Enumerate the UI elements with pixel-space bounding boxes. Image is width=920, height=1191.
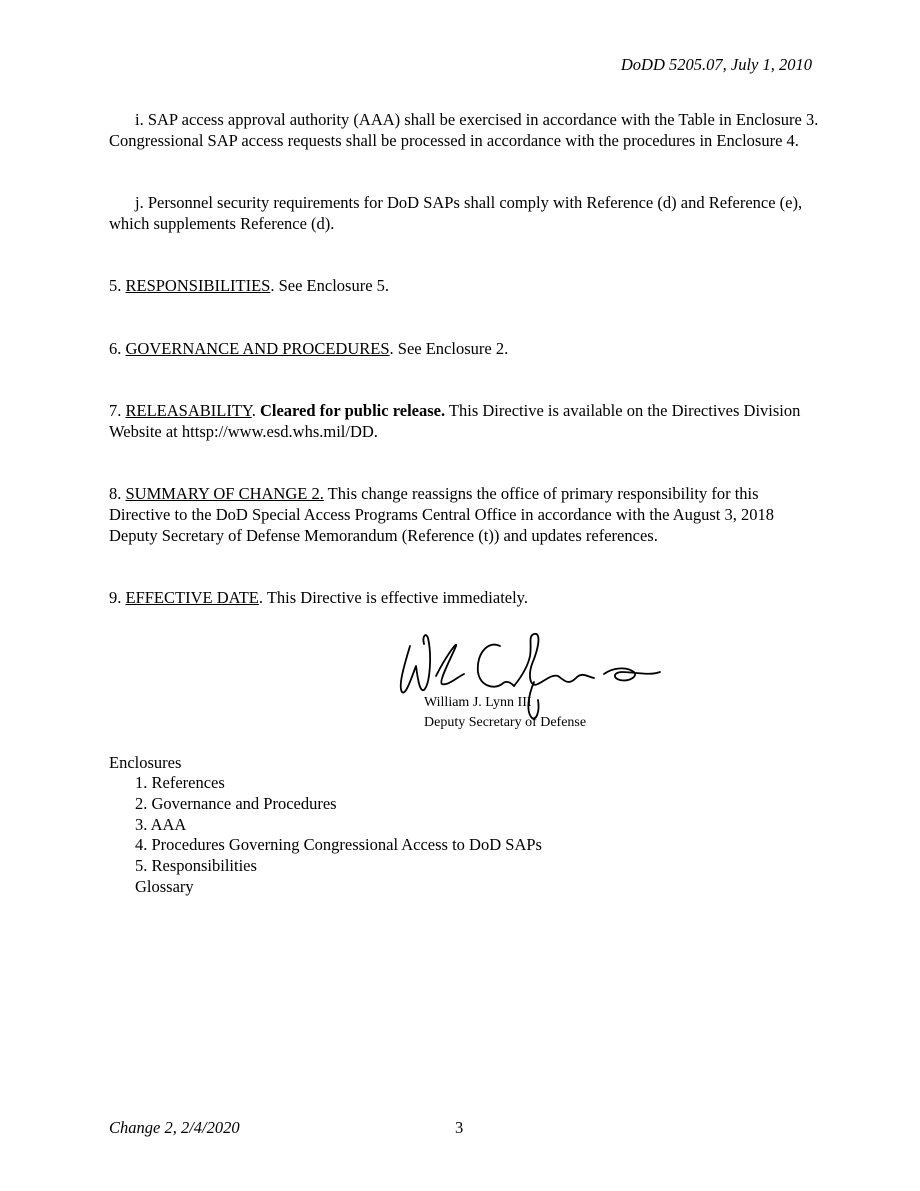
enclosure-item: 1. References	[135, 773, 225, 792]
section-8	[109, 483, 824, 546]
document-id-header: DoDD 5205.07, July 1, 2010	[620, 55, 812, 74]
section-9-text: . This Directive is effective immediately.	[258, 588, 528, 607]
section-5-text: . See Enclosure 5.	[270, 276, 390, 295]
enclosure-item: 2. Governance and Procedures	[135, 793, 337, 813]
section-7-release-statement: Cleared for public release.	[259, 401, 446, 420]
enclosure-item: Glossary	[135, 876, 194, 896]
section-9-number: 9.	[109, 588, 126, 607]
section-6	[109, 338, 824, 359]
signer-name: William J. Lynn III	[424, 695, 532, 710]
paragraph-i: i. SAP access approval authority (AAA) shall be exercised in accordance with the Table in Enclosure 3. Congressional SAP access requests shall be processed in accordance with the procedures in Enclosure 4.	[109, 110, 819, 150]
section-8-number: 8.	[109, 484, 126, 503]
signature-stroke-flourish	[604, 668, 660, 680]
section-6-number: 6.	[109, 339, 126, 358]
footer-change-note: Change 2, 2/4/2020	[109, 1118, 240, 1137]
section-9	[109, 587, 824, 608]
section-5-heading: RESPONSIBILITIES	[125, 276, 271, 295]
section-6-text: . See Enclosure 2.	[389, 339, 509, 358]
enclosure-item: 3. AAA	[135, 814, 187, 834]
enclosures-list	[135, 773, 542, 898]
section-7-separator: .	[251, 401, 260, 420]
section-5-number: 5.	[109, 276, 126, 295]
signature-block	[424, 693, 586, 733]
signature-stroke-lynn	[514, 634, 594, 686]
signature-stroke-c	[478, 645, 514, 687]
enclosure-item: 5. Responsibilities	[135, 856, 257, 876]
signature-stroke-w	[401, 635, 430, 692]
section-7-text: This Directive is available on the Directives Division Website at httsp://www.esd.whs.mil/DD.	[109, 401, 801, 441]
section-7	[109, 400, 824, 442]
section-9-heading: EFFECTIVE DATE	[125, 588, 259, 607]
section-8-heading: SUMMARY OF CHANGE 2.	[125, 484, 324, 503]
section-8-text: This change reassigns the office of primary responsibility for this Directive to the DoD Special Access Programs Central Office in accordance with the August 3, 2018 Deputy Secretary of Defense Memorandum (Reference (t)) and updates references.	[109, 484, 775, 545]
section-7-number: 7.	[109, 401, 126, 420]
section-6-heading: GOVERNANCE AND PROCEDURES	[125, 339, 390, 358]
signature-stroke-l	[436, 645, 464, 685]
page-number: 3	[455, 1118, 464, 1137]
enclosures-heading: Enclosures	[109, 753, 182, 772]
paragraph-j: j. Personnel security requirements for DoD SAPs shall comply with Reference (d) and Reference (e), which supplements Reference (d).	[109, 193, 803, 233]
enclosure-item: 4. Procedures Governing Congressional Access to DoD SAPs	[135, 835, 542, 855]
section-5	[109, 275, 824, 296]
section-7-heading: RELEASABILITY	[125, 401, 252, 420]
signer-title: Deputy Secretary of Defense	[424, 715, 587, 730]
